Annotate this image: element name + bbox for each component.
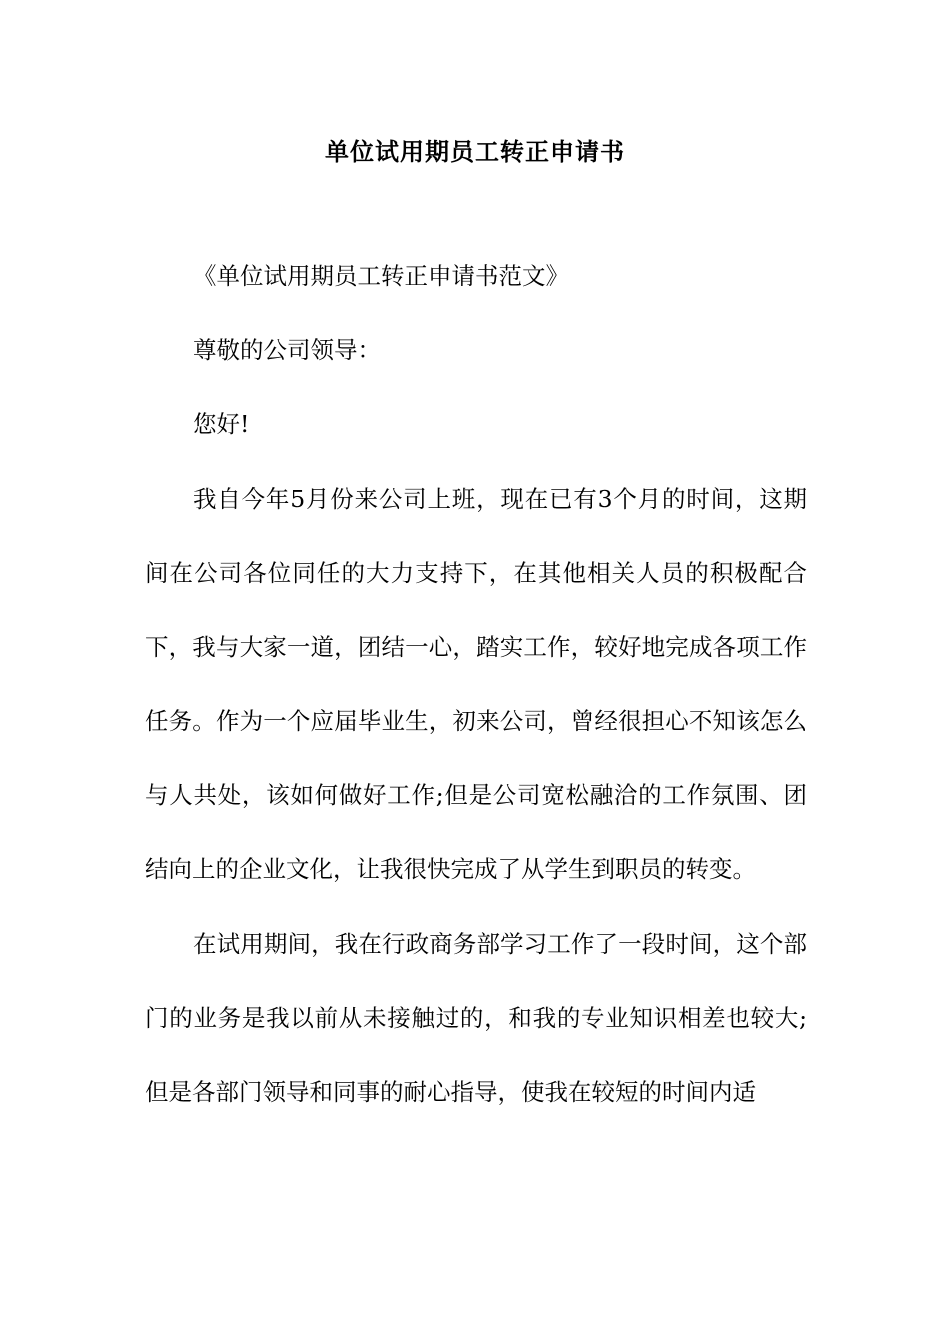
- paragraph-greeting: 您好!: [193, 410, 250, 438]
- paragraph-probation-work: 在试用期间，我在行政商务部学习工作了一段时间，这个部门的业务是我以前从未接触过的，和我的专业知识相差也较大;但是各部门领导和同事的耐心指导，使我在较短的时间内适: [145, 930, 807, 1106]
- paragraph-book-title: 《单位试用期员工转正申请书范文》: [193, 262, 569, 290]
- paragraph-salutation: 尊敬的公司领导：: [193, 336, 381, 364]
- paragraph-introduction: 我自今年5月份来公司上班，现在已有3个月的时间，这期间在公司各位同任的大力支持下，在其他相关人员的积极配合下，我与大家一道，团结一心，踏实工作，较好地完成各项工作任务。作为一个应届毕业生，初来公司，曾经很担心不知该怎么与人共处，该如何做好工作;但是公司宽松融洽的工作氛围、团结向上的企业文化，让我很快完成了从学生到职员的转变。: [145, 485, 807, 883]
- document-body: [145, 258, 807, 1148]
- document-title: 单位试用期员工转正申请书: [325, 137, 625, 166]
